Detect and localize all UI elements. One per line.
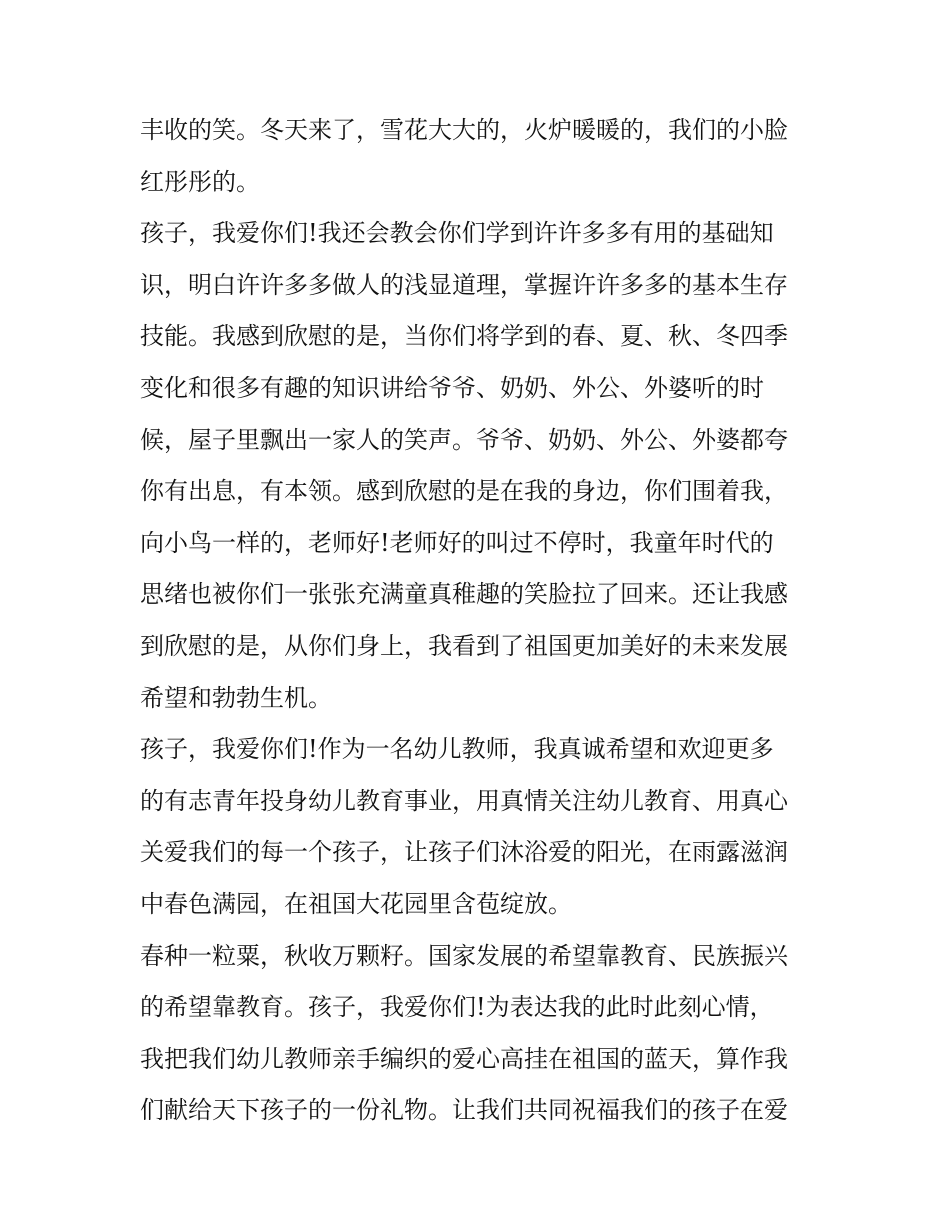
- text-line: 的有志青年投身幼儿教育事业，用真情关注幼儿教育、用真心: [140, 786, 788, 815]
- text-line: 孩子，我爱你们!作为一名幼儿教师，我真诚希望和欢迎更多: [140, 735, 774, 764]
- text-line: 们献给天下孩子的一份礼物。让我们共同祝福我们的孩子在爱: [140, 1096, 788, 1125]
- text-line: 中春色满园，在祖国大花园里含苞绽放。: [140, 889, 572, 918]
- text-line: 技能。我感到欣慰的是，当你们将学到的春、夏、秋、冬四季: [140, 322, 788, 351]
- text-line: 孩子，我爱你们!我还会教会你们学到许许多多有用的基础知: [140, 219, 774, 248]
- text-line: 春种一粒粟，秋收万颗籽。国家发展的希望靠教育、民族振兴: [140, 941, 788, 970]
- text-line: 候，屋子里飘出一家人的笑声。爷爷、奶奶、外公、外婆都夸: [140, 425, 788, 454]
- text-line: 丰收的笑。冬天来了，雪花大大的，火炉暖暖的，我们的小脸: [140, 116, 788, 144]
- text-line: 你有出息，有本领。感到欣慰的是在我的身边，你们围着我，: [140, 477, 788, 506]
- text-line: 红彤彤的。: [140, 167, 260, 196]
- text-line: 的希望靠教育。孩子，我爱你们!为表达我的此时此刻心情，: [140, 993, 774, 1022]
- text-line: 到欣慰的是，从你们身上，我看到了祖国更加美好的未来发展: [140, 631, 788, 660]
- body-text: [140, 105, 840, 1137]
- text-line: 希望和勃勃生机。: [140, 683, 332, 712]
- text-line: 思绪也被你们一张张充满童真稚趣的笑脸拉了回来。还让我感: [140, 580, 788, 609]
- text-line: 向小鸟一样的，老师好!老师好的叫过不停时，我童年时代的: [140, 528, 774, 557]
- text-line: 我把我们幼儿教师亲手编织的爱心高挂在祖国的蓝天，算作我: [140, 1044, 788, 1073]
- text-line: 识，明白许许多多做人的浅显道理，掌握许许多多的基本生存: [140, 270, 788, 299]
- text-line: 变化和很多有趣的知识讲给爷爷、奶奶、外公、外婆听的时: [140, 373, 764, 402]
- text-line: 关爱我们的每一个孩子，让孩子们沐浴爱的阳光，在雨露滋润: [140, 838, 788, 867]
